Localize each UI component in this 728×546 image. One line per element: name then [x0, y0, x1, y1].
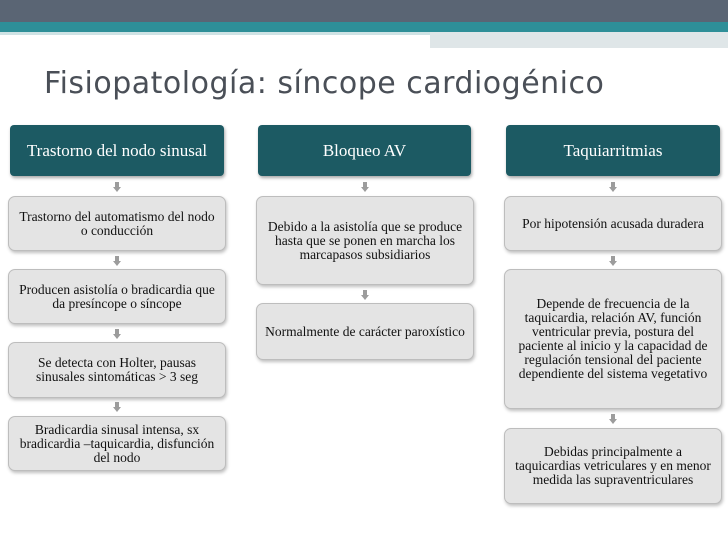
column-header-nodo-sinusal: Trastorno del nodo sinusal	[10, 125, 224, 176]
accent-line	[0, 32, 430, 35]
slide-title: Fisiopatología: síncope cardiogénico	[44, 66, 605, 101]
flow-box: Bradicardia sinusal intensa, sx bradicardia –taquicardia, disfunción del nodo	[8, 416, 226, 471]
top-accent-band	[0, 22, 728, 32]
flow-box: Normalmente de carácter paroxístico	[256, 303, 474, 360]
flow-box: Trastorno del automatismo del nodo o conducción	[8, 196, 226, 251]
column-header-taquiarritmias: Taquiarritmias	[506, 125, 720, 176]
flow-box: Producen asistolía o bradicardia que da presíncope o síncope	[8, 269, 226, 324]
arrow-down-icon	[361, 290, 369, 300]
arrow-down-icon	[113, 182, 121, 192]
arrow-down-icon	[113, 256, 121, 266]
top-bar	[0, 0, 728, 22]
flow-box: Depende de frecuencia de la taquicardia, relación AV, función ventricular previa, postura del paciente al inicio y la capacidad de regulación tensional del paciente dependiente del sistema vegetativo	[504, 269, 722, 409]
arrow-down-icon	[609, 256, 617, 266]
arrow-down-icon	[113, 329, 121, 339]
flow-box: Debido a la asistolía que se produce hasta que se ponen en marcha los marcapasos subsidiarios	[256, 196, 474, 285]
arrow-down-icon	[609, 182, 617, 192]
arrow-down-icon	[361, 182, 369, 192]
flow-box: Por hipotensión acusada duradera	[504, 196, 722, 251]
accent-block	[430, 32, 728, 48]
flow-box: Se detecta con Holter, pausas sinusales sintomáticas > 3 seg	[8, 342, 226, 398]
arrow-down-icon	[609, 414, 617, 424]
column-header-bloqueo-av: Bloqueo AV	[258, 125, 471, 176]
arrow-down-icon	[113, 402, 121, 412]
flow-box: Debidas principalmente a taquicardias vetriculares y en menor medida las supraventriculares	[504, 428, 722, 504]
